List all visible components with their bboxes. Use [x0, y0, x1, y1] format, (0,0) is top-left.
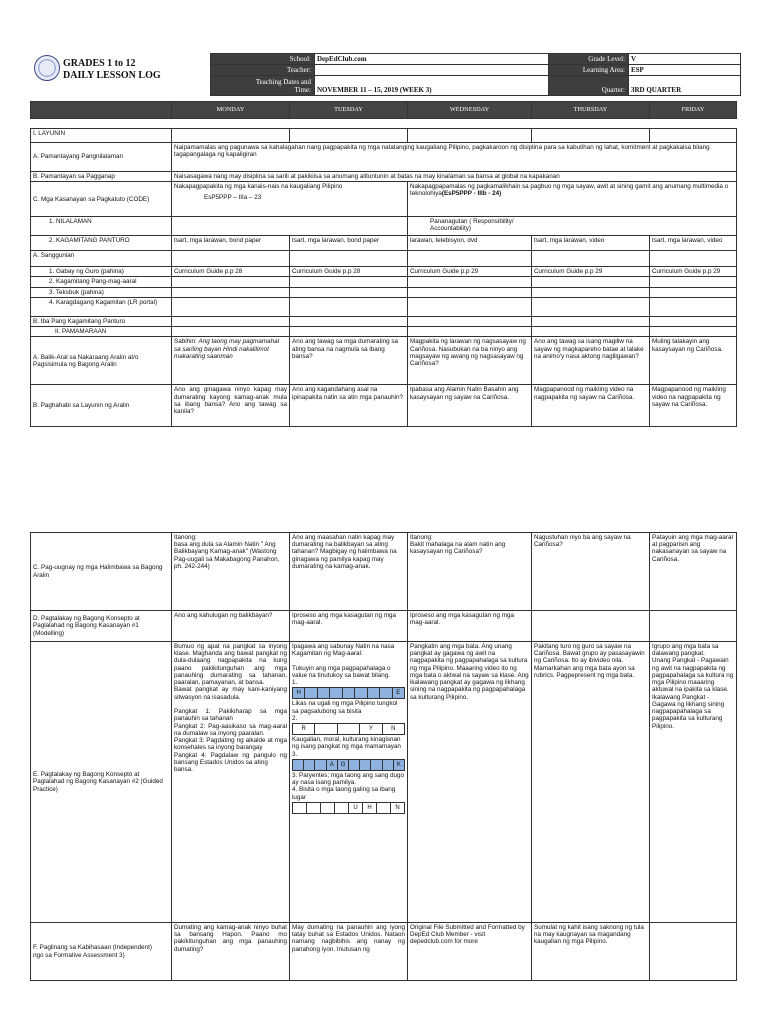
- empty-cell: [172, 251, 290, 267]
- kasanayan-label: C. Mga Kasanayan sa Pagkatuto (CODE): [31, 182, 172, 217]
- pagtalakay-2-fri: Igrupo ang mga bata sa dalawang pangkat. Unang Pangkat - Pagawain ng awit na nagpapakita ng pagpapahalaga sa kultura ng mga Pilipino maaaring aktuwal na ipakita sa klase. Ikalawang Pangkat - Gagawa ng likhang sining nagpapapahalaga sa pagpapakita sa kulturang Pilipino.: [650, 642, 737, 923]
- dates-value: NOVEMBER 11 – 15, 2019 (WEEK 3): [315, 76, 549, 96]
- balik-aral-thu: Ano ang tawag sa isang magiliw na sayaw ng magkapareho batae at lalake na animo'y nasa aktong naglilgawan?: [532, 337, 650, 385]
- puzzle-letter-box: H: [363, 803, 377, 813]
- kasanayan-code-2: (EsP5PPP - IIIb - 24): [441, 190, 502, 198]
- layunin-cell: [408, 129, 532, 143]
- paglinang-thu: Sumulat ng kahit isang saknong ng tula na may kaugnayan sa magandang kaugalian ng mga Pilipino.: [532, 923, 650, 981]
- teacher-value: [315, 65, 549, 76]
- puzzle-letter-box: N: [395, 804, 400, 811]
- activity-instructions: Ipagawa ang sabunay Natin na nasa Kagamitan ng Mag-aaral: Tukuyin ang mga pagpapahalaga o value na tinutukoy sa bawat bilang. 1.: [292, 643, 395, 687]
- clue-4: 3. Paryentes; mga taong ang sang dugo ay nasa isang pamilya. 4. Bisita o mga taong galing sa ibang lugar: [292, 771, 405, 801]
- school-label: School:: [211, 54, 315, 65]
- pag-uugnay-wed: Itanong: Bakit mahalaga na alam natin ang kasaysayan ng Cariñosa?: [408, 533, 532, 611]
- puzzle-letter-box: [380, 688, 392, 698]
- pag-uugnay-tue: Ano ang inaasahan natin kapag may dumarating na balikbayan sa ating tahanan? Magbigay ng halimbawa na ginagawa ng pamilya kapag may dumarating na kamag-anak.: [290, 533, 408, 611]
- area-value: ESP: [629, 65, 741, 76]
- kasanayan-text-mon-tue: [172, 182, 408, 217]
- empty-cell: [532, 316, 650, 326]
- kasanayan-code-1: EsP5PPP – IIIa – 23: [204, 194, 262, 202]
- puzzle-letter-box: [305, 688, 317, 698]
- pagtalakay-2-label: E. Pagtalakay ng Bagong Konsepto at Paglalahad ng Bagong Kasanayan #2 (Guided Practice): [31, 642, 172, 923]
- balik-aral-label: A. Balik-Aral sa Nakaraang Aralin at/o Pagsisimula ng Bagong Aralin: [31, 337, 172, 385]
- puzzle-letter-box: [371, 760, 382, 770]
- empty-cell: [290, 287, 408, 297]
- pamantayang-pangnilalaman-label: A. Pamantayang Pangnilalaman: [31, 143, 172, 172]
- area-label: Learning Area:: [549, 65, 629, 76]
- puzzle-letter-box: E: [396, 690, 401, 697]
- day-header-tuesday: TUESDAY: [290, 102, 408, 119]
- paglinang-fri: [650, 923, 737, 981]
- empty-cell: [532, 251, 650, 267]
- gabay-label: 1. Gabay ng Guro (pahina): [31, 267, 172, 277]
- puzzle-letter-box: G: [338, 760, 349, 770]
- balik-aral-mon-quote: Ang taong may pagmamahal sa sariling bayan Hindi nakalilimot makarating saanman: [174, 338, 280, 360]
- kagamitan-fri: tsart, mga larawan, video: [650, 236, 737, 251]
- paghahabi-fri: Magpapanood ng maikling video na nagpapakita ng sayaw na Cariñosa.: [650, 385, 737, 427]
- paghahabi-label: B. Paghahabi sa Layunin ng Aralin: [31, 385, 172, 427]
- paglinang-label-line1: F. Paglinang sa Kabihasaan (Independent): [33, 944, 153, 952]
- word-puzzle-3: [292, 759, 405, 771]
- empty-cell: [172, 316, 290, 326]
- quarter-label: Quarter:: [549, 76, 629, 96]
- day-header-blank: [31, 102, 172, 119]
- kagamitang-mag-aaral-label: 2. Kagamitang Pang-mag-aaral: [31, 277, 172, 287]
- empty-cell: [172, 277, 290, 287]
- empty-cell: [290, 316, 408, 326]
- empty-cell: [408, 316, 532, 326]
- puzzle-letter-box: [293, 760, 304, 770]
- lesson-table-page2: [30, 532, 737, 981]
- empty-cell: [408, 277, 532, 287]
- empty-cell: [532, 287, 650, 297]
- lesson-table-page1: [30, 101, 737, 427]
- word-puzzle-2: [292, 723, 405, 735]
- clue-3: Kaugalian, moral, kulturang kinagisnan ng isang pangkat ng mga mamamayan 3.: [292, 736, 401, 758]
- puzzle-letter-box: [307, 803, 321, 813]
- paglinang-tue: May dumating na panauhin ang iyong tatay buhat sa Estados Unidos. Nataon namang nagbibihis ang nanay ng panahong iyon. Inutusan ng: [290, 923, 408, 981]
- empty-cell: [408, 251, 532, 267]
- pamantayang-pangnilalaman-text: Naipamamalas ang pagunawa sa kahalagahan nang pagpapakita ng mga natatanging kaugaliang Pilipino, pagkakaroon ng disiplina para sa kabutihan ng lahat, komitment at pagkakaisa bilang tagapangalaga ng kapaligiran: [172, 143, 737, 172]
- empty-cell: [290, 251, 408, 267]
- gabay-fri: Curriculum Guide p.p 29: [650, 267, 737, 277]
- pagtalakay-2-wed: Pangkatin ang mga bata. Ang unang pangkat ay gagawa ng awit na nagpapakita ng pagpapahalaga sa kultura ng mga Pilipino. Maaaring video ito ng mga bata o aktwal na sayaw sa klase. Ang ikalawang pangkat ay gagawa ng likhang sining na nagpapakita ng pagpapahalaga sa kulturang Pilipino.: [408, 642, 532, 923]
- puzzle-letter-box: A: [327, 760, 338, 770]
- grade-value: V: [629, 54, 741, 65]
- balik-aral-wed: Magpakita ng larawan ng nagsasayaw ng Cariñosa. Nasubukan na ba ninyo ang magsayaw ng awang ng nagsasayaw ng Cariñosa?: [408, 337, 532, 385]
- empty-cell: [650, 277, 737, 287]
- pamantayan-pagganap-label: B. Pamantayan sa Pagganap: [31, 172, 172, 182]
- puzzle-letter-box: [304, 760, 315, 770]
- pagtalakay-1-fri: [650, 611, 737, 642]
- puzzle-letter-box: [330, 688, 342, 698]
- paghahabi-wed: Ipabasa ang Alamin Natin Basahin ang kasaysayan ng sayaw na Cariñosa.: [408, 385, 532, 427]
- pag-uugnay-thu: Nagustuhan niyo ba ang sayaw na Cariñosa?: [532, 533, 650, 611]
- empty-cell: [650, 327, 737, 337]
- empty-cell: [172, 287, 290, 297]
- puzzle-letter-box: N: [391, 726, 396, 733]
- day-header-wednesday: WEDNESDAY: [408, 102, 532, 119]
- dates-label: [211, 76, 315, 96]
- header-info-table: [210, 53, 741, 96]
- gabay-mon: Curriculum Guide p.p 28: [172, 267, 290, 277]
- pamamaraan-heading: II. PAMAMARAAN: [31, 327, 172, 337]
- empty-cell: [650, 316, 737, 326]
- pag-uugnay-mon: Itanong: basa ang dula sa Alamin Natin " Ang Balikbayang Kamag-anak" (Wastong Pag-uugali sa Makabagong Panahon, ph. 242-244): [172, 533, 290, 611]
- paghahabi-tue: Ano ang kagandahang asal na ipinapakita natin sa atin mga panauhin?: [290, 385, 408, 427]
- day-header-monday: MONDAY: [172, 102, 290, 119]
- empty-cell: [408, 327, 532, 337]
- puzzle-letter-box: [335, 803, 349, 813]
- empty-cell: [408, 297, 532, 316]
- empty-cell: [650, 287, 737, 297]
- puzzle-letter-box: R: [293, 724, 315, 734]
- layunin-cell: [532, 129, 650, 143]
- empty-cell: [172, 297, 290, 316]
- nilalaman-cell: [172, 217, 408, 236]
- pagtalakay-2-thu: Pakitang turo ng guro sa sayaw na Cariñosa. Bawat grupo ay pasasayawin ng Cariñosa. Ito ay ibivideo nila. Mamarkahan ang mga bata ayon sa rubrics. Pagpepresent ng mga bata.: [532, 642, 650, 923]
- pagtalakay-1-label: D. Pagtalakay ng Bagong Konsepto at Paglalahad ng Bagong Kasanayan #1 (Modelling): [31, 611, 172, 642]
- kasanayan-text-wed-fri: [408, 182, 737, 217]
- puzzle-letter-box: U: [349, 803, 363, 813]
- puzzle-letter-box: [360, 760, 371, 770]
- paglinang-label-line2: ngo sa Formative Assessment 3): [33, 951, 125, 959]
- nilalaman-label: 1. NILALAMAN: [31, 217, 172, 236]
- day-header-friday: FRIDAY: [650, 102, 737, 119]
- empty-cell: [290, 327, 408, 337]
- puzzle-letter-box: [315, 724, 337, 734]
- puzzle-letter-box: [355, 688, 367, 698]
- quarter-value: 3RD QUARTER: [629, 76, 741, 96]
- empty-cell: [408, 287, 532, 297]
- layunin-cell: [172, 129, 290, 143]
- pamantayan-pagganap-text: Naisasagawa nang may disiplina sa sarili at pakikiisa sa anumang alituntunin at batas na may kinalaman sa bansa at global na kapakanan: [172, 172, 737, 182]
- empty-cell: [532, 327, 650, 337]
- iba-pang-label: B. Iba Pang Kagamitang Panturo: [31, 316, 172, 326]
- sanggunian-label: A. Sanggunian: [31, 251, 172, 267]
- pagtalakay-2-mon: Bumuo ng apat na pangkat sa inyong klase. Maghanda ang bawat pangkat ng dula-dulaang nagpapakita na kung paano pakikitunguhan ang mga panauhing dumarating sa tahanan, paaralan, pamayanan, at bansa. Bawat pangkat ay may kani-kaniyang sitwasyon na isasadula. Pangkat 1: Pakikiharap sa mga panauhin sa tahanan Pangkat 2: Pag-aasikaso sa mag-aaral na dumalaw sa inyong paaralan. Pangkat 3: Pagdating ng alkalde at mga konsehales sa inyong barangay Pangkat 4: Pagdalaw ng pangulo ng bansang Estados Unidos sa ating bansa.: [172, 642, 290, 923]
- pag-uugnay-label: C. Pag-uugnay ng mga Halimbawa sa Bagong Aralin: [31, 533, 172, 611]
- karagdagang-label: 4. Karagdagang Kagamitan (LR portal): [31, 297, 172, 316]
- pagtalakay-1-mon: Ano ang kahulugan ng balikbayan?: [172, 611, 290, 642]
- empty-cell: [532, 297, 650, 316]
- puzzle-letter-box: [293, 803, 307, 813]
- layunin-heading: I. LAYUNIN: [31, 129, 172, 143]
- teksbuk-label: 3. Teksbuk (pahina): [31, 287, 172, 297]
- gabay-wed: Curriculum Guide p.p 29: [408, 267, 532, 277]
- spacer-row: [31, 119, 737, 129]
- word-puzzle-4: [292, 802, 405, 814]
- doc-title-line1: GRADES 1 to 12: [63, 58, 136, 69]
- puzzle-letter-box: [315, 760, 326, 770]
- kasanayan-desc-1: Nakapagpapakita ng mga kanais-nais na kaugaliang Pilipino: [174, 183, 343, 191]
- layunin-cell: [650, 129, 737, 143]
- balik-aral-mon-prefix: Sabihin:: [174, 338, 199, 346]
- pagtalakay-1-wed: Iproseso ang mga kasagutan ng mga mag-aaral.: [408, 611, 532, 642]
- dates-label-line1: Teaching Dates and: [255, 77, 311, 86]
- empty-cell: [532, 277, 650, 287]
- balik-aral-tue: Ano ang tawag sa mga dumarating sa ating bansa na nagmula sa ibang bansa?: [290, 337, 408, 385]
- empty-cell: [290, 277, 408, 287]
- empty-cell: [650, 251, 737, 267]
- puzzle-letter-box: [338, 724, 360, 734]
- deped-seal-logo: [34, 55, 60, 81]
- doc-title-line2: DAILY LESSON LOG: [63, 70, 161, 81]
- gabay-tue: Curriculum Guide p.p 28: [290, 267, 408, 277]
- kagamitan-label: 2. KAGAMITANG PANTURO: [31, 236, 172, 251]
- puzzle-letter-box: [343, 688, 355, 698]
- layunin-cell: [290, 129, 408, 143]
- empty-cell: [290, 297, 408, 316]
- balik-aral-fri: Muling talakayin ang kasaysayan ng Cariñosa.: [650, 337, 737, 385]
- kagamitan-tue: tsart, mga larawan, bond paper: [290, 236, 408, 251]
- puzzle-letter-box: [368, 688, 380, 698]
- word-puzzle-1: [292, 687, 405, 699]
- teacher-label: Teacher:: [211, 65, 315, 76]
- kagamitan-thu: tsart, mga larawan, video: [532, 236, 650, 251]
- puzzle-letter-box: [349, 760, 360, 770]
- paglinang-label: [31, 923, 172, 981]
- paghahabi-mon: Ano ang ginagawa ninyo kapag may dumarating kayong kamag-anak mula sa ibang bansa? Ano ang tawag sa kanila?: [172, 385, 290, 427]
- dates-label-line2: Time:: [294, 85, 311, 94]
- grade-label: Grade Level:: [549, 54, 629, 65]
- empty-cell: [172, 327, 290, 337]
- kagamitan-wed: larawan, telebisyon, dvd: [408, 236, 532, 251]
- puzzle-letter-box: Y: [360, 724, 382, 734]
- nilalaman-text: [408, 217, 737, 236]
- nilalaman-value: Pananagutan ( Responsibility/ Accountability): [430, 218, 514, 233]
- kagamitan-mon: tsart, mga larawan, bond paper: [172, 236, 290, 251]
- gabay-thu: Curriculum Guide p.p 29: [532, 267, 650, 277]
- pag-uugnay-fri: Patayuin ang mga mag-aaral at pagparisin ang nakasanayan sa sayaw na Cariñosa.: [650, 533, 737, 611]
- day-header-thursday: THURSDAY: [532, 102, 650, 119]
- empty-cell: [650, 297, 737, 316]
- pagtalakay-2-tue: [290, 642, 408, 923]
- pagtalakay-1-thu: [532, 611, 650, 642]
- kasanayan-desc-2: Nakapagpapamalas ng pagkamalikhain sa pagbuo ng mga sayaw, awit at sining gamit ang anumang multimedia o teknolohiya: [410, 183, 729, 198]
- balik-aral-mon: [172, 337, 290, 385]
- school-value: DepEdClub.com: [315, 54, 549, 65]
- puzzle-letter-box: [318, 688, 330, 698]
- puzzle-letter-box: H: [293, 688, 305, 698]
- paglinang-wed: Original File Submitted and Formatted by DepEd Club Member - visit depedclub.com for more: [408, 923, 532, 981]
- paglinang-mon: Dumating ang kamag-anak ninyo buhat sa bansang Hapon. Paano mo pakikitunguhan ang mga panauhing dumating?: [172, 923, 290, 981]
- clue-2: Likas na ugali ng mga Pilipino tungkol sa pagsalubong sa bisita 2.: [292, 700, 398, 722]
- puzzle-letter-box: [377, 803, 391, 813]
- paghahabi-thu: Magpapanood ng maikling video na nagpapakita ng sayaw na Cariñosa.: [532, 385, 650, 427]
- pagtalakay-1-tue: Iproseso ang mga kasagutan ng mga mag-aaral.: [290, 611, 408, 642]
- puzzle-letter-box: [383, 760, 394, 770]
- puzzle-letter-box: [321, 803, 335, 813]
- puzzle-letter-box: K: [396, 761, 401, 768]
